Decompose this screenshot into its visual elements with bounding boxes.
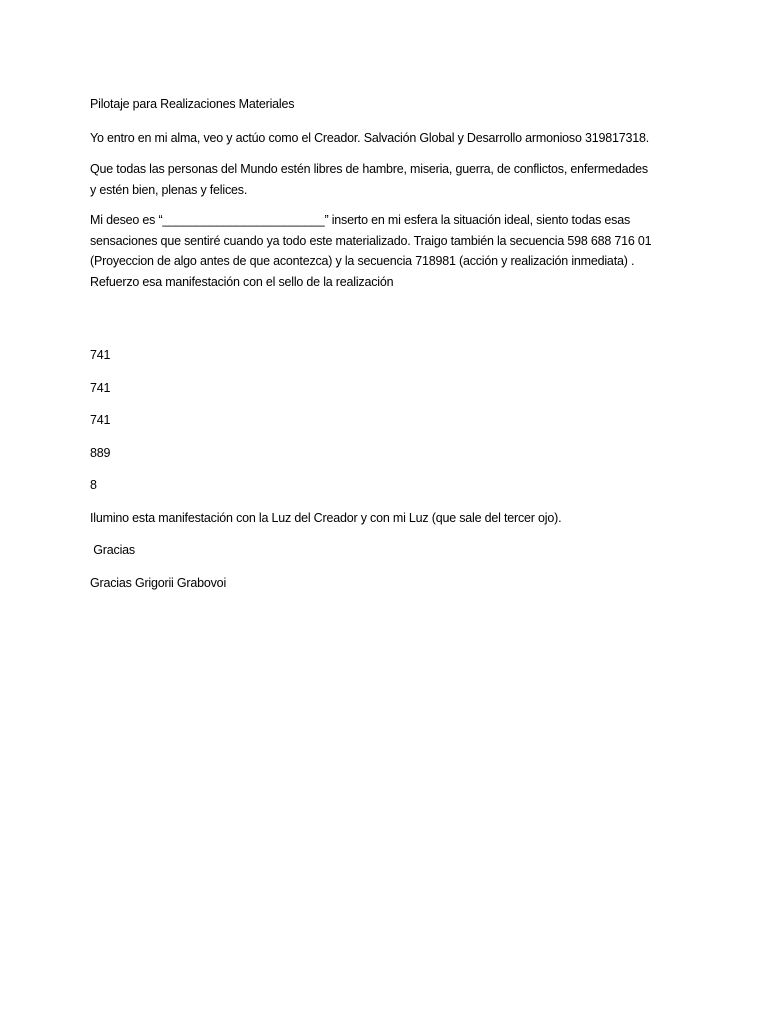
document-title: Pilotaje para Realizaciones Materiales: [90, 97, 295, 111]
paragraph-illumination: Ilumino esta manifestación con la Luz del Creador y con mi Luz (que sale del tercer ojo).: [90, 510, 562, 525]
paragraph-wish-world: [90, 159, 690, 200]
thanks-signature: Gracias Grigorii Grabovoi: [90, 575, 227, 590]
paragraph-desire: [90, 210, 690, 292]
thanks-line: Gracias: [90, 543, 135, 557]
seal-numbers: [90, 345, 690, 496]
paragraph-line: Que todas las personas del Mundo estén libres de hambre, miseria, guerra, de conflictos, enfermedades: [90, 162, 648, 176]
seal-number: 741: [90, 380, 111, 395]
paragraph-intro: Yo entro en mi alma, veo y actúo como el Creador. Salvación Global y Desarrollo armonioso 319817318.: [90, 130, 650, 145]
paragraph-line: Mi deseo es “________________________” inserto en mi esfera la situación ideal, siento todas esas: [90, 213, 631, 227]
paragraph-line: sensaciones que sentiré cuando ya todo este materializado. Traigo también la secuencia 598 688 716 01: [90, 233, 652, 248]
seal-number: 8: [90, 478, 97, 492]
seal-number: 741: [90, 413, 111, 427]
document-page: [90, 94, 690, 593]
seal-number: 889: [90, 445, 111, 460]
paragraph-line: (Proyeccion de algo antes de que acontezca) y la secuencia 718981 (acción y realización inmediata) .: [90, 254, 635, 268]
seal-number: 741: [90, 348, 111, 362]
paragraph-line: Refuerzo esa manifestación con el sello de la realización: [90, 274, 394, 289]
paragraph-line: y estén bien, plenas y felices.: [90, 182, 248, 197]
